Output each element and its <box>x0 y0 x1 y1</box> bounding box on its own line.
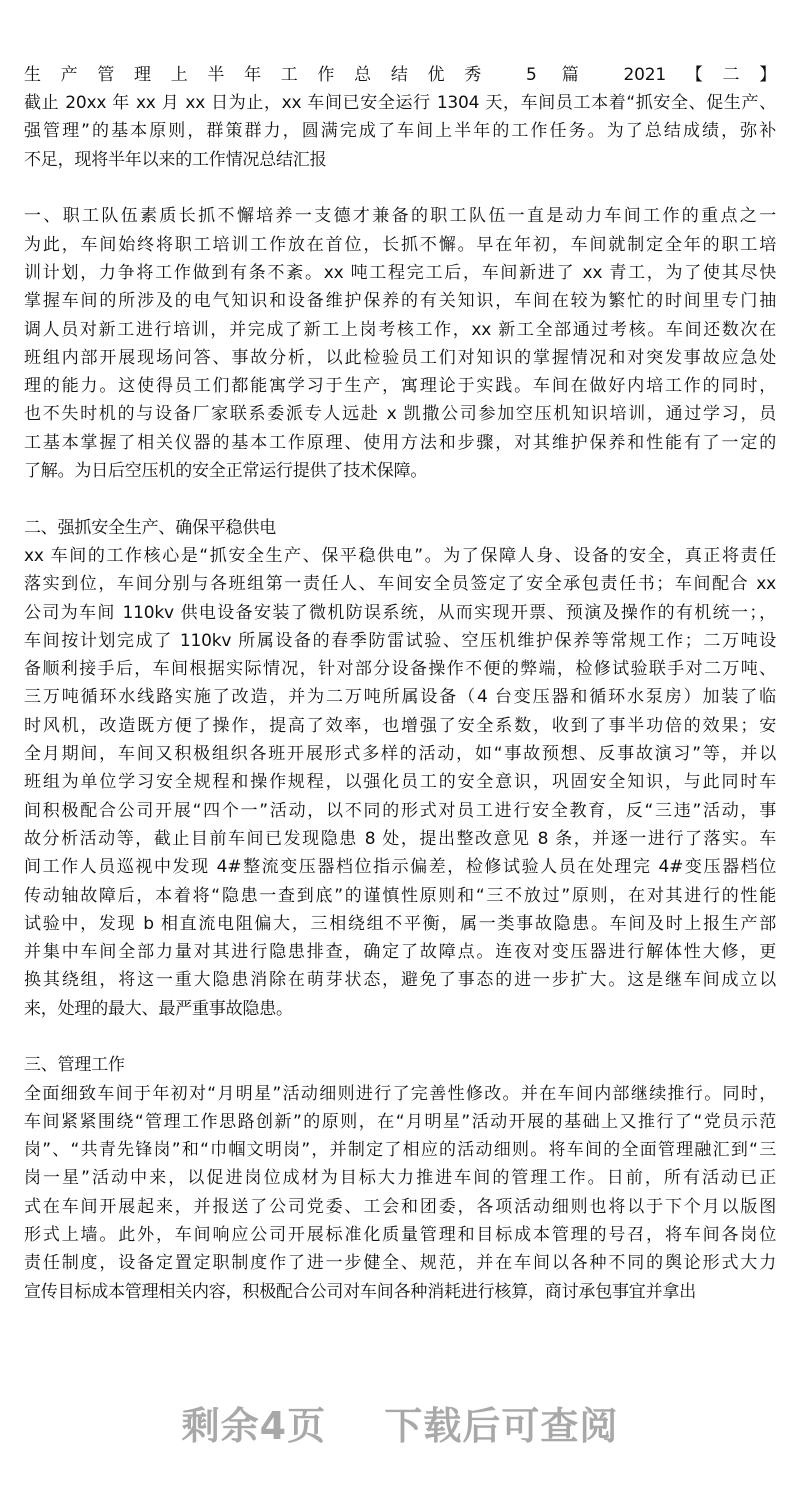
blank-line <box>24 1023 776 1051</box>
text-line: 三万吨循环水线路实施了改造，并为二万吨所属设备（4 台变压器和循环水泵房）加装了临 <box>24 687 776 708</box>
text-line: 间积极配合公司开展“四个一”活动，以不同的形式对员工进行安全教育，反“三违”活动，事 <box>24 800 776 821</box>
blank-line <box>24 33 776 61</box>
text-line: 了解。为日后空压机的安全正常运行提供了技术保障。 <box>24 461 428 482</box>
document-body <box>24 0 776 1306</box>
text-line: 工基本掌握了相关仪器的基本工作原理、使用方法和步骤，对其维护保养和性能有了一定的 <box>24 432 776 453</box>
text-line: 班组为单位学习安全规程和操作规程，以强化员工的安全意识，巩固安全知识，与此同时车 <box>24 772 776 793</box>
text-line: xx 车间的工作核心是“抓安全生产、保平稳供电”。为了保障人身、设备的安全，真正将责任 <box>24 545 776 566</box>
text-line: 掌握车间的所涉及的电气知识和设备维护保养的有关知识，车间在较为繁忙的时间里专门抽 <box>24 291 776 312</box>
text-line: 训计划，力争将工作做到有条不紊。xx 吨工程完工后，车间新进了 xx 青工，为了使其尽快 <box>24 262 776 283</box>
text-line: 班组内部开展现场问答、事故分析，以此检验员工们对知识的掌握情况和对突发事故应急处 <box>24 347 776 368</box>
text-line: 备顺利接手后，车间根据实际情况，针对部分设备操作不便的弊端，检修试验联手对二万吨、 <box>24 659 776 680</box>
text-line: 间工作人员巡视中发现 4#整流变压器档位指示偏差，检修试验人员在处理完 4#变压器档位 <box>24 857 776 878</box>
text-line: 传动轴故障后，本着将“隐患一查到底”的谨慎性原则和“三不放过”原则，在对其进行的性能 <box>24 885 776 906</box>
text-line: 并集中车间全部力量对其进行隐患排查，确定了故障点。连夜对变压器进行解体性大修，更 <box>24 942 776 963</box>
text-line: 岗一星”活动中来，以促进岗位成材为目标大力推进车间的管理工作。日前，所有活动已正 <box>24 1168 776 1189</box>
text-line: 形式上墙。此外，车间响应公司开展标准化质量管理和目标成本管理的号召，将车间各岗位 <box>24 1225 776 1246</box>
download-hint-label[interactable]: 下载后可查阅 <box>384 1404 619 1448</box>
text-line: 宣传目标成本管理相关内容，积极配合公司对车间各种消耗进行核算，商讨承包事宜并拿出 <box>24 1281 696 1302</box>
download-banner[interactable] <box>0 1395 800 1450</box>
text-line: 一、职工队伍素质长抓不懈培养一支德才兼备的职工队伍一直是动力车间工作的重点之一 <box>24 206 776 227</box>
text-line: 式在车间开展起来，并报送了公司党委、工会和团委，各项活动细则也将以于下个月以版图 <box>24 1196 776 1217</box>
text-line: 理的能力。这使得员工们都能寓学习于生产，寓理论于实践。车间在做好内培工作的同时， <box>24 376 776 397</box>
text-line: 调人员对新工进行培训，并完成了新工上岗考核工作，xx 新工全部通过考核。车间还数次在 <box>24 319 776 340</box>
blank-line <box>24 4 776 32</box>
text-line: 全面细致车间于年初对“月明星”活动细则进行了完善性修改。并在车间内部继续推行。同时， <box>24 1083 776 1104</box>
text-line: 试验中，发现 b 相直流电阻偏大，三相绕组不平衡，属一类事故隐患。车间及时上报生产部 <box>24 913 776 934</box>
text-line: 落实到位，车间分别与各班组第一责任人、车间安全员签定了安全承包责任书；车间配合 xx <box>24 574 776 595</box>
text-line: 故分析活动等，截止目前车间已发现隐患 8 处，提出整改意见 8 条，并逐一进行了落实。车 <box>24 828 776 849</box>
text-line: 全月期间，车间又积极组织各班开展形式多样的活动，如“事故预想、反事故演习”等，并以 <box>24 744 776 765</box>
text-line: 截止 20xx 年 xx 月 xx 日为止，xx 车间已安全运行 1304 天，车间员工本着“抓安全、促生产、 <box>24 93 776 114</box>
document-title: 生产管理上半年工作总结优秀 5 篇 2021【二】 <box>24 64 776 85</box>
blank-line <box>24 174 776 202</box>
remaining-pages-label[interactable]: 剩余4页 <box>181 1404 327 1448</box>
text-line: 强管理”的基本原则，群策群力，圆满完成了车间上半年的工作任务。为了总结成绩，弥补 <box>24 121 776 142</box>
text-line: 也不失时机的与设备厂家联系委派专人远赴 x 凯撒公司参加空压机知识培训，通过学习，员 <box>24 404 776 425</box>
text-line: 车间按计划完成了 110kv 所属设备的春季防雷试验、空压机维护保养等常规工作；二万吨设 <box>24 630 776 651</box>
text-line: 为此，车间始终将职工培训工作放在首位，长抓不懈。早在年初，车间就制定全年的职工培 <box>24 234 776 255</box>
blank-line <box>24 485 776 513</box>
text-line: 三、管理工作 <box>24 1055 125 1076</box>
text-line: 车间紧紧围绕“管理工作思路创新”的原则，在“月明星”活动开展的基础上又推行了“党员示范 <box>24 1111 776 1132</box>
text-line: 岗”、“共青先锋岗”和“巾帼文明岗”，并制定了相应的活动细则。将车间的全面管理融汇到“三 <box>24 1140 776 1161</box>
text-line: 换其绕组，将这一重大隐患消除在萌芽状态，避免了事态的进一步扩大。这是继车间成立以 <box>24 970 776 991</box>
text-line: 二、强抓安全生产、确保平稳供电 <box>24 517 276 538</box>
text-line: 责任制度，设备定置定职制度作了进一步健全、规范，并在车间以各种不同的舆论形式大力 <box>24 1253 776 1274</box>
text-line: 来，处理的最大、最严重事故隐患。 <box>24 998 293 1019</box>
text-line: 不足，现将半年以来的工作情况总结汇报 <box>24 149 327 170</box>
text-line: 公司为车间 110kv 供电设备安装了微机防误系统，从而实现开票、预演及操作的有机统一；， <box>24 602 776 623</box>
text-line: 时风机，改造既方便了操作，提高了效率，也增强了安全系数，收到了事半功倍的效果；安 <box>24 715 776 736</box>
